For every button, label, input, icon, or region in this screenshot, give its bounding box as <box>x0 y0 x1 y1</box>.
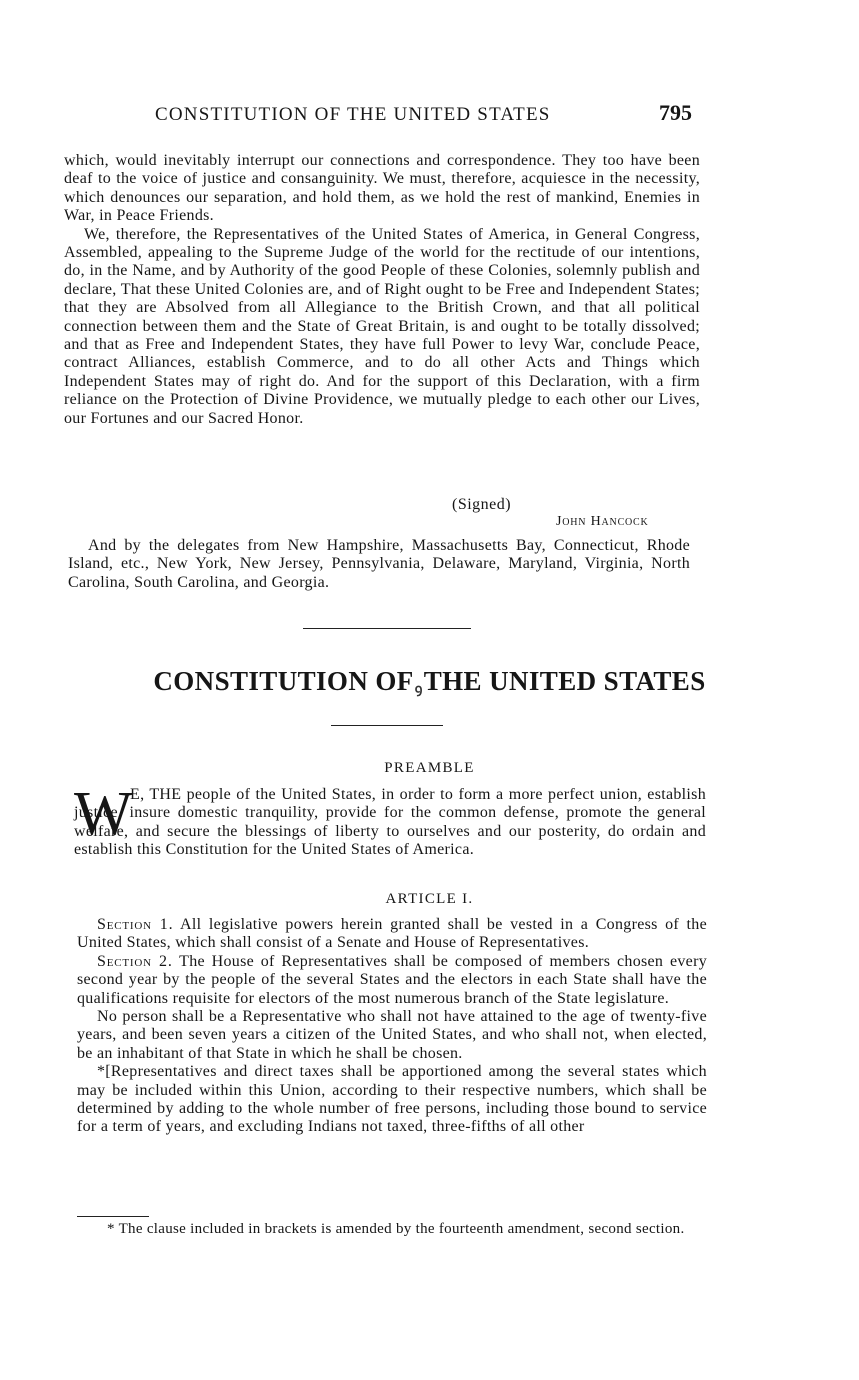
constitution-title-part2: THE UNITED STATES <box>423 666 706 696</box>
section-label: Section 2. <box>97 952 173 970</box>
section-text: The House of Representatives shall be composed of members chosen every second year by the people of the several States and the electors in each State shall have the qualifications requisite for electors of the most numerous branch of the State legislature. <box>77 952 708 1007</box>
page-number: 795 <box>659 100 692 125</box>
preamble-text: E, THE people of the United States, in order to form a more perfect union, establish justice, insure domestic tranquility, provide for the common defense, promote the general welfare, and secure the blessings of liberty to ourselves and our posterity, do ordain and establish this Constitution for the United States of America. <box>74 786 706 859</box>
declaration-paragraph: which, would inevitably interrupt our connections and correspondence. They too have been deaf to the voice of justice and consanguinity. We must, therefore, acquiesce in the necessity, which denounces our separation, and hold them, as we hold the rest of mankind, Enemies in War, in Peace Friends. <box>64 152 700 225</box>
article-body <box>77 916 707 1137</box>
footnote-rule <box>77 1216 149 1217</box>
declaration-closing <box>64 152 700 428</box>
section-paragraph <box>77 953 707 1008</box>
title-mark: ꝯ <box>414 681 423 696</box>
preamble-heading: PREAMBLE <box>384 760 475 776</box>
footnote-text: * The clause included in brackets is amended by the fourteenth amendment, second section. <box>107 1221 685 1237</box>
declaration-paragraph: We, therefore, the Representatives of the United States of America, in General Congress, Assembled, appealing to the Supreme Judge of the world for the rectitude of our intentions, do, in the Name, and by Authority of the good People of these Colonies, solemnly publish and declare, That these United Colonies are, and of Right ought to be Free and Independent States; that they are Absolved from all Allegiance to the British Crown, and that all political connection between them and the State of Great Britain, is and ought to be totally dissolved; and that as Free and Independent States, they have full Power to levy War, conclude Peace, contract Alliances, establish Commerce, and to do all other Acts and Things which Independent States may of right do. And for the support of this Declaration, with a firm reliance on the Protection of Divine Providence, we mutually pledge to each other our Lives, our Fortunes and our Sacred Honor. <box>64 225 700 427</box>
page-header <box>155 100 695 130</box>
constitution-title-part1: CONSTITUTION OF <box>153 666 414 696</box>
footnote <box>77 1220 707 1238</box>
delegates-paragraph <box>68 537 690 592</box>
article-paragraph: *[Representatives and direct taxes shall be apportioned among the several states which may be included within this Union, according to their respective numbers, which shall be determined by adding to the whole number of free persons, including those bound to service for a term of years, and excluding Indians not taxed, three-fifths of all other <box>77 1063 707 1136</box>
signer-name: John Hancock <box>556 514 649 529</box>
section-paragraph <box>77 916 707 953</box>
running-head: CONSTITUTION OF THE UNITED STATES <box>155 104 551 125</box>
constitution-title <box>0 666 859 697</box>
section-divider <box>303 628 471 629</box>
section-text: All legislative powers herein granted shall be vested in a Congress of the United States, which shall consist of a Senate and House of Representatives. <box>77 916 707 952</box>
title-underline <box>331 725 443 726</box>
section-label: Section 1. <box>97 916 174 933</box>
signed-label: (Signed) <box>452 496 512 513</box>
preamble-body <box>74 780 706 860</box>
article-heading: ARTICLE I. <box>385 891 474 907</box>
article-paragraph: No person shall be a Representative who shall not have attained to the age of twenty-five years, and been seven years a citizen of the United States, and who shall not, when elected, be an inhabitant of that State in which he shall be chosen. <box>77 1008 707 1062</box>
preamble-dropcap: W <box>74 780 133 848</box>
delegates-text: And by the delegates from New Hampshire, Massachusetts Bay, Connecticut, Rhode Island, etc., New York, New Jersey, Pennsylvania, Delaware, Maryland, Virginia, North Carolina, South Carolina, and Georgia. <box>68 537 690 591</box>
